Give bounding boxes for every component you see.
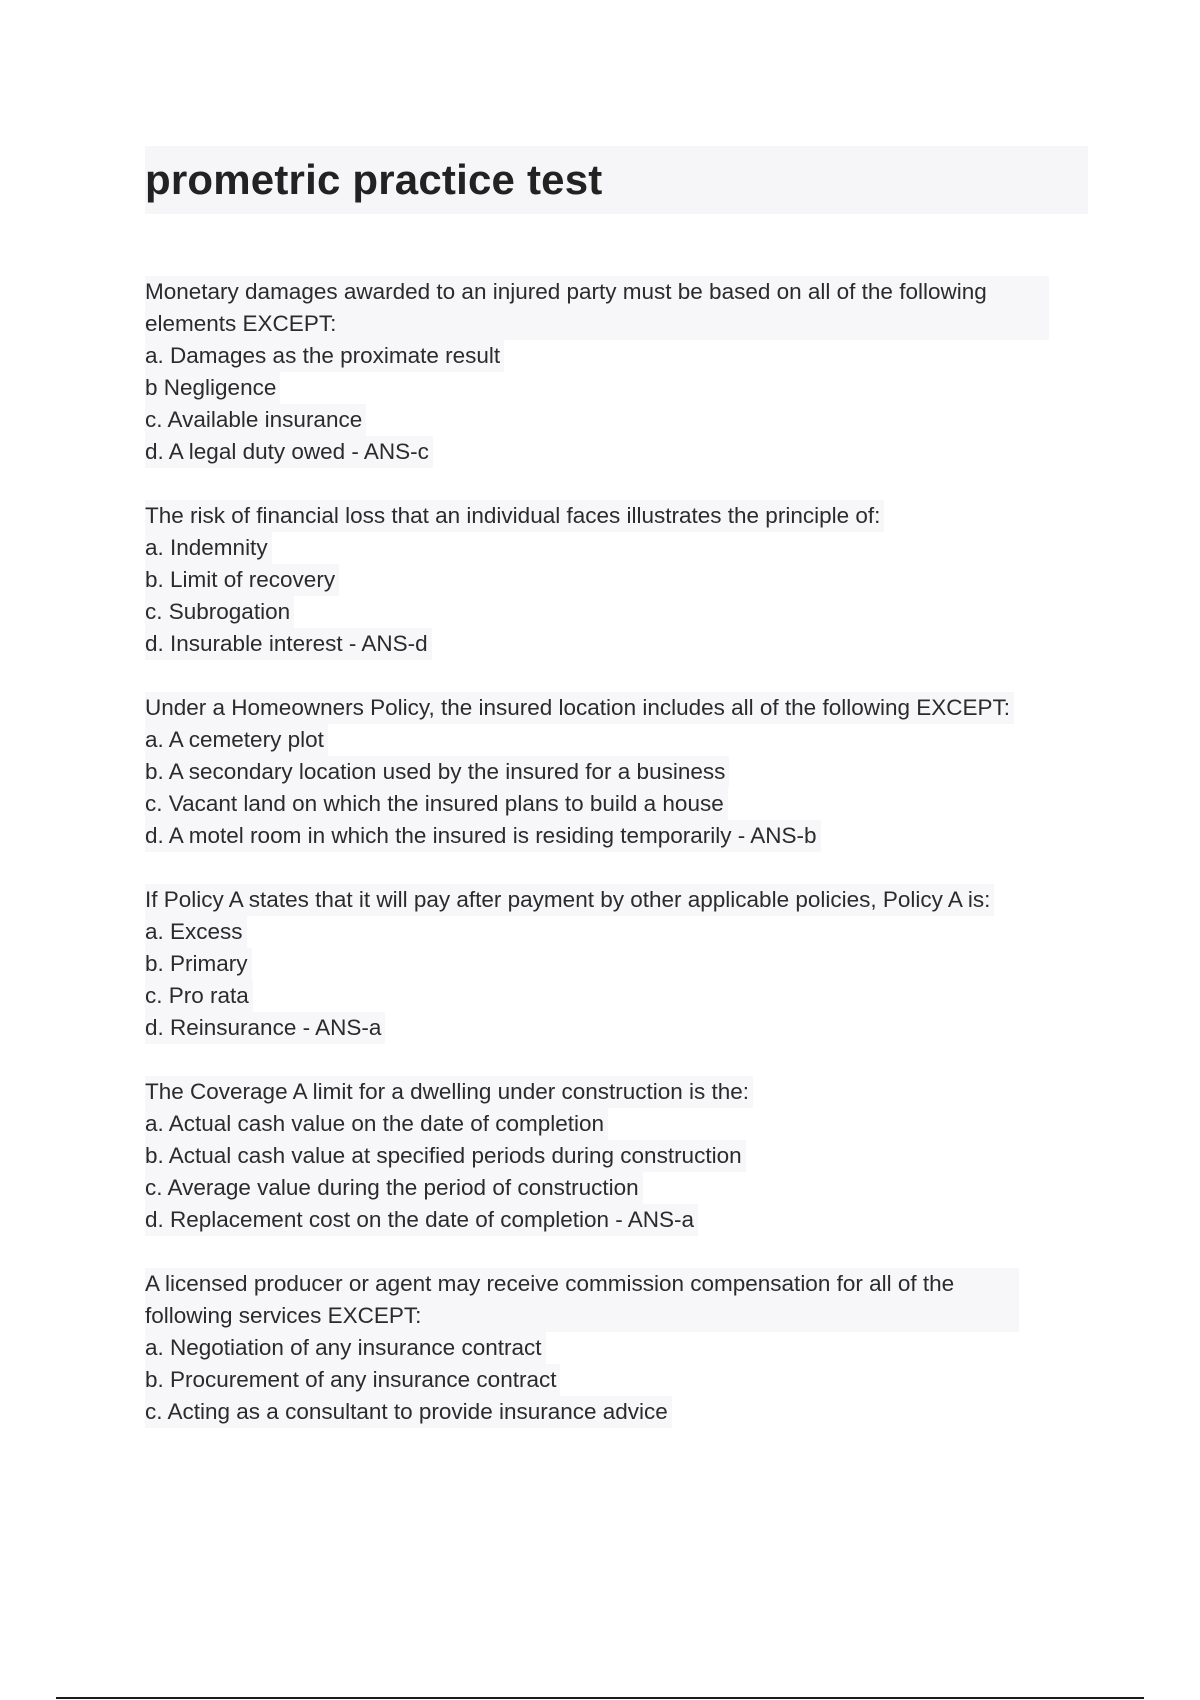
answer-option: d. A motel room in which the insured is residing temporarily - ANS-b (145, 820, 821, 852)
answer-option: a. Indemnity (145, 532, 272, 564)
answer-option: c. Acting as a consultant to provide insurance advice (145, 1396, 672, 1428)
answer-option: b. A secondary location used by the insured for a business (145, 756, 729, 788)
question-stem: The risk of financial loss that an individual faces illustrates the principle of: (145, 500, 884, 532)
answer-option: a. Actual cash value on the date of completion (145, 1108, 608, 1140)
question-block (145, 692, 1105, 852)
answer-option: b. Primary (145, 948, 252, 980)
answer-option: b Negligence (145, 372, 280, 404)
question-block (145, 884, 1105, 1044)
answer-option: c. Average value during the period of construction (145, 1172, 643, 1204)
question-block (145, 500, 1105, 660)
question-stem: A licensed producer or agent may receive commission compensation for all of the following services EXCEPT: (145, 1268, 1019, 1332)
answer-option: d. Insurable interest - ANS-d (145, 628, 432, 660)
answer-option: a. Damages as the proximate result (145, 340, 504, 372)
answer-option: b. Actual cash value at specified periods during construction (145, 1140, 746, 1172)
answer-option: d. A legal duty owed - ANS-c (145, 436, 433, 468)
question-block (145, 1076, 1105, 1236)
question-block (145, 276, 1105, 468)
answer-option: c. Pro rata (145, 980, 253, 1012)
question-list (145, 276, 1105, 1460)
page-title: prometric practice test (145, 156, 603, 203)
answer-option: a. Excess (145, 916, 247, 948)
question-stem: The Coverage A limit for a dwelling under construction is the: (145, 1076, 753, 1108)
answer-option: b. Limit of recovery (145, 564, 339, 596)
answer-option: c. Subrogation (145, 596, 294, 628)
answer-option: a. A cemetery plot (145, 724, 328, 756)
question-stem: Under a Homeowners Policy, the insured location includes all of the following EXCEPT: (145, 692, 1014, 724)
answer-option: d. Reinsurance - ANS-a (145, 1012, 385, 1044)
answer-option: d. Replacement cost on the date of completion - ANS-a (145, 1204, 698, 1236)
answer-option: c. Vacant land on which the insured plans to build a house (145, 788, 728, 820)
question-stem: If Policy A states that it will pay after payment by other applicable policies, Policy A is: (145, 884, 994, 916)
answer-option: b. Procurement of any insurance contract (145, 1364, 560, 1396)
answer-option: a. Negotiation of any insurance contract (145, 1332, 546, 1364)
answer-option: c. Available insurance (145, 404, 366, 436)
question-block (145, 1268, 1105, 1428)
page-bottom-divider (56, 1697, 1144, 1699)
question-stem: Monetary damages awarded to an injured party must be based on all of the following elements EXCEPT: (145, 276, 1049, 340)
